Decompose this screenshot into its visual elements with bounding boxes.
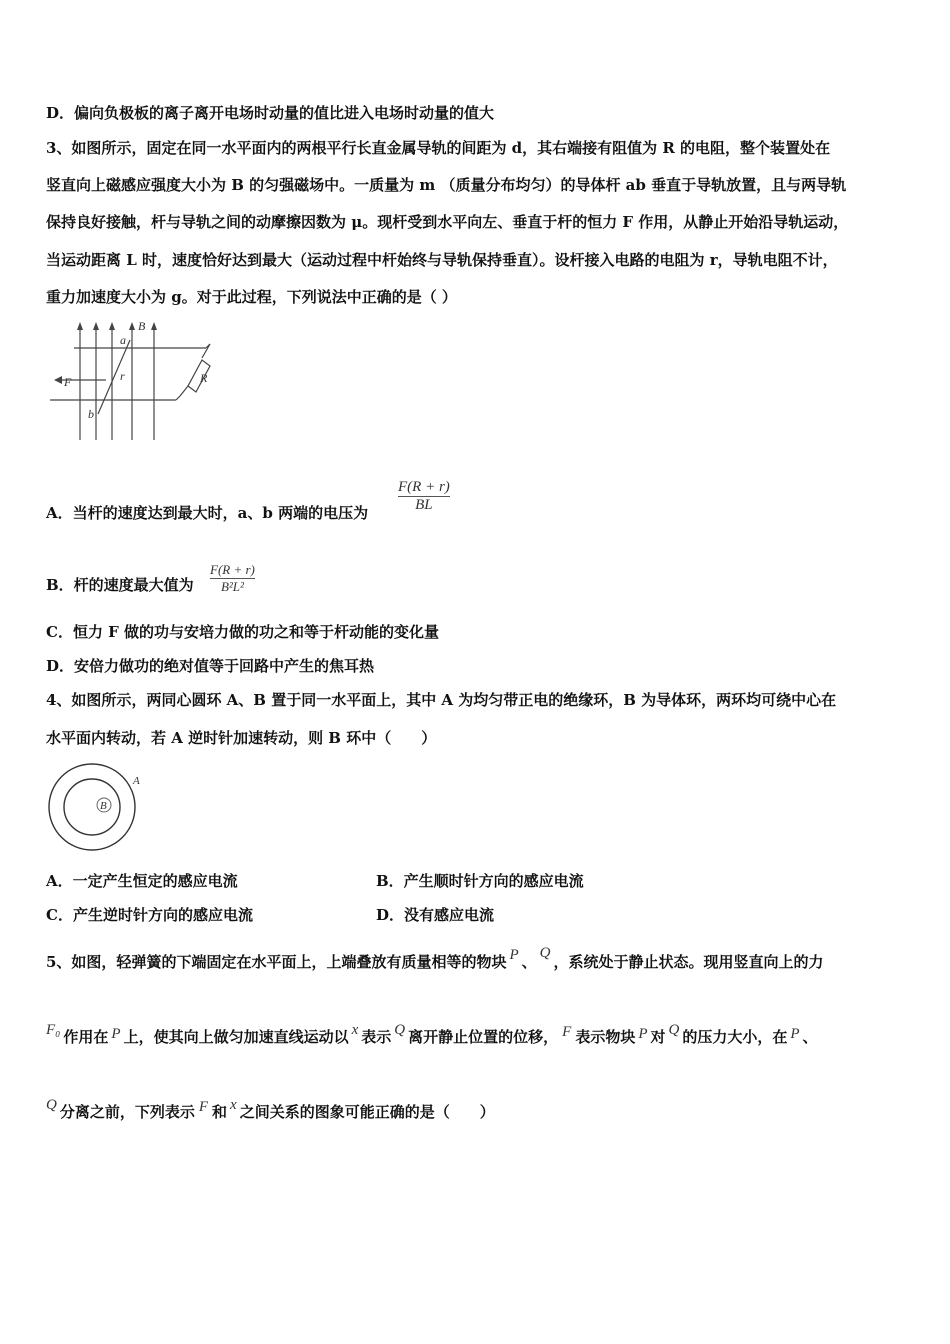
q3-label-r: r [120,369,125,383]
q3-stem-line-1: 3、如图所示，固定在同一水平面内的两根平行长直金属导轨的间距为 d，其右端接有阻值为 R 的电阻，整个装置处在 [46,139,831,157]
q3-label-a: a [120,333,126,347]
q3-option-a-fraction [398,479,450,514]
q4-option-a: A．一定产生恒定的感应电流 [46,872,238,890]
q3-stem-line-3: 保持良好接触，杆与导轨之间的动摩擦因数为 μ。现杆受到水平向左、垂直于杆的恒力 F 作用，从静止开始沿导轨运动， [46,213,849,231]
q5-symbol-q: Q [668,1022,680,1038]
q3-option-a-denominator: BL [415,497,433,513]
q5-symbol-x: x [351,1022,359,1038]
q3-option-b-denominator: B²L² [220,579,244,594]
q3-option-a: A．当杆的速度达到最大时，a、b 两端的电压为 [46,504,369,522]
q3-label-b: b [88,407,94,421]
q5-symbol-p: P [790,1026,800,1042]
q5-symbol-x: x [230,1097,237,1113]
q3-label-resistor: R [200,371,208,385]
q4-option-c: C．产生逆时针方向的感应电流 [46,906,253,924]
q3-rail-figure [46,318,226,446]
q5-symbol-p: P [509,947,519,963]
q3-stem-line-5: 重力加速度大小为 g。对于此过程，下列说法中正确的是（ ） [46,288,457,306]
q5-symbol-p: P [638,1026,648,1042]
q5-symbol-f: F [562,1024,572,1040]
q5-stem-line-1: 5、如图，轻弹簧的下端固定在水平面上，上端叠放有质量相等的物块 P 、 Q ，系统处于静止状态。现用竖直向上的力 [46,945,824,971]
q5-stem-line-2: F₀ 作用在 P 上，使其向上做匀加速直线运动以 x 表示 Q 离开静止位置的位移， F 表示物块 P 对 Q 的压力大小，在 P 、 [46,1022,818,1046]
q3-option-a-numerator: F(R + r) [398,479,450,495]
q5-symbol-f: F [198,1099,209,1115]
q3-option-b-fraction [210,562,255,595]
q5-symbol-q: Q [46,1097,57,1113]
q3-stem-line-2: 竖直向上磁感应强度大小为 B 的匀强磁场中。一质量为 m （质量分布均匀）的导体杆 ab 垂直于导轨放置，且与两导轨 [46,176,847,194]
q5-symbol-q: Q [394,1022,406,1038]
q3-stem-line-4: 当运动距离 L 时，速度恰好达到最大（运动过程中杆始终与导轨保持垂直）。设杆接入电路的电阻为 r，导轨电阻不计， [46,251,838,269]
q4-option-b: B．产生顺时针方向的感应电流 [376,872,584,890]
q2-option-d: D．偏向负极板的离子离开电场时动量的值比进入电场时动量的值大 [46,104,495,122]
q5-symbol-p: P [111,1026,121,1042]
q3-option-c: C．恒力 F 做的功与安培力做的功之和等于杆动能的变化量 [46,623,440,641]
q3-option-b-numerator: F(R + r) [210,562,255,577]
q3-label-f: F [64,375,72,389]
q4-stem-line-1: 4、如图所示，两同心圆环 A、B 置于同一水平面上，其中 A 为均匀带正电的绝缘环，B 为导体环，两环均可绕中心在 [46,691,837,709]
q5-stem-line-3: Q 分离之前，下列表示 F 和 x 之间关系的图象可能正确的是（ ） [46,1097,495,1121]
q4-rings-figure [46,762,156,852]
q4-stem-line-2: 水平面内转动，若 A 逆时针加速转动，则 B 环中（ ） [46,729,437,747]
q3-option-d: D．安倍力做功的绝对值等于回路中产生的焦耳热 [46,657,375,675]
q5-symbol-f0: F₀ [46,1022,61,1038]
q4-label-a: A [133,775,140,787]
q5-symbol-q: Q [539,945,551,961]
q3-option-b: B．杆的速度最大值为 [46,576,194,594]
q4-label-b: B [100,800,107,812]
q3-label-b-field: B [138,319,146,333]
q4-option-d: D．没有感应电流 [376,906,495,924]
